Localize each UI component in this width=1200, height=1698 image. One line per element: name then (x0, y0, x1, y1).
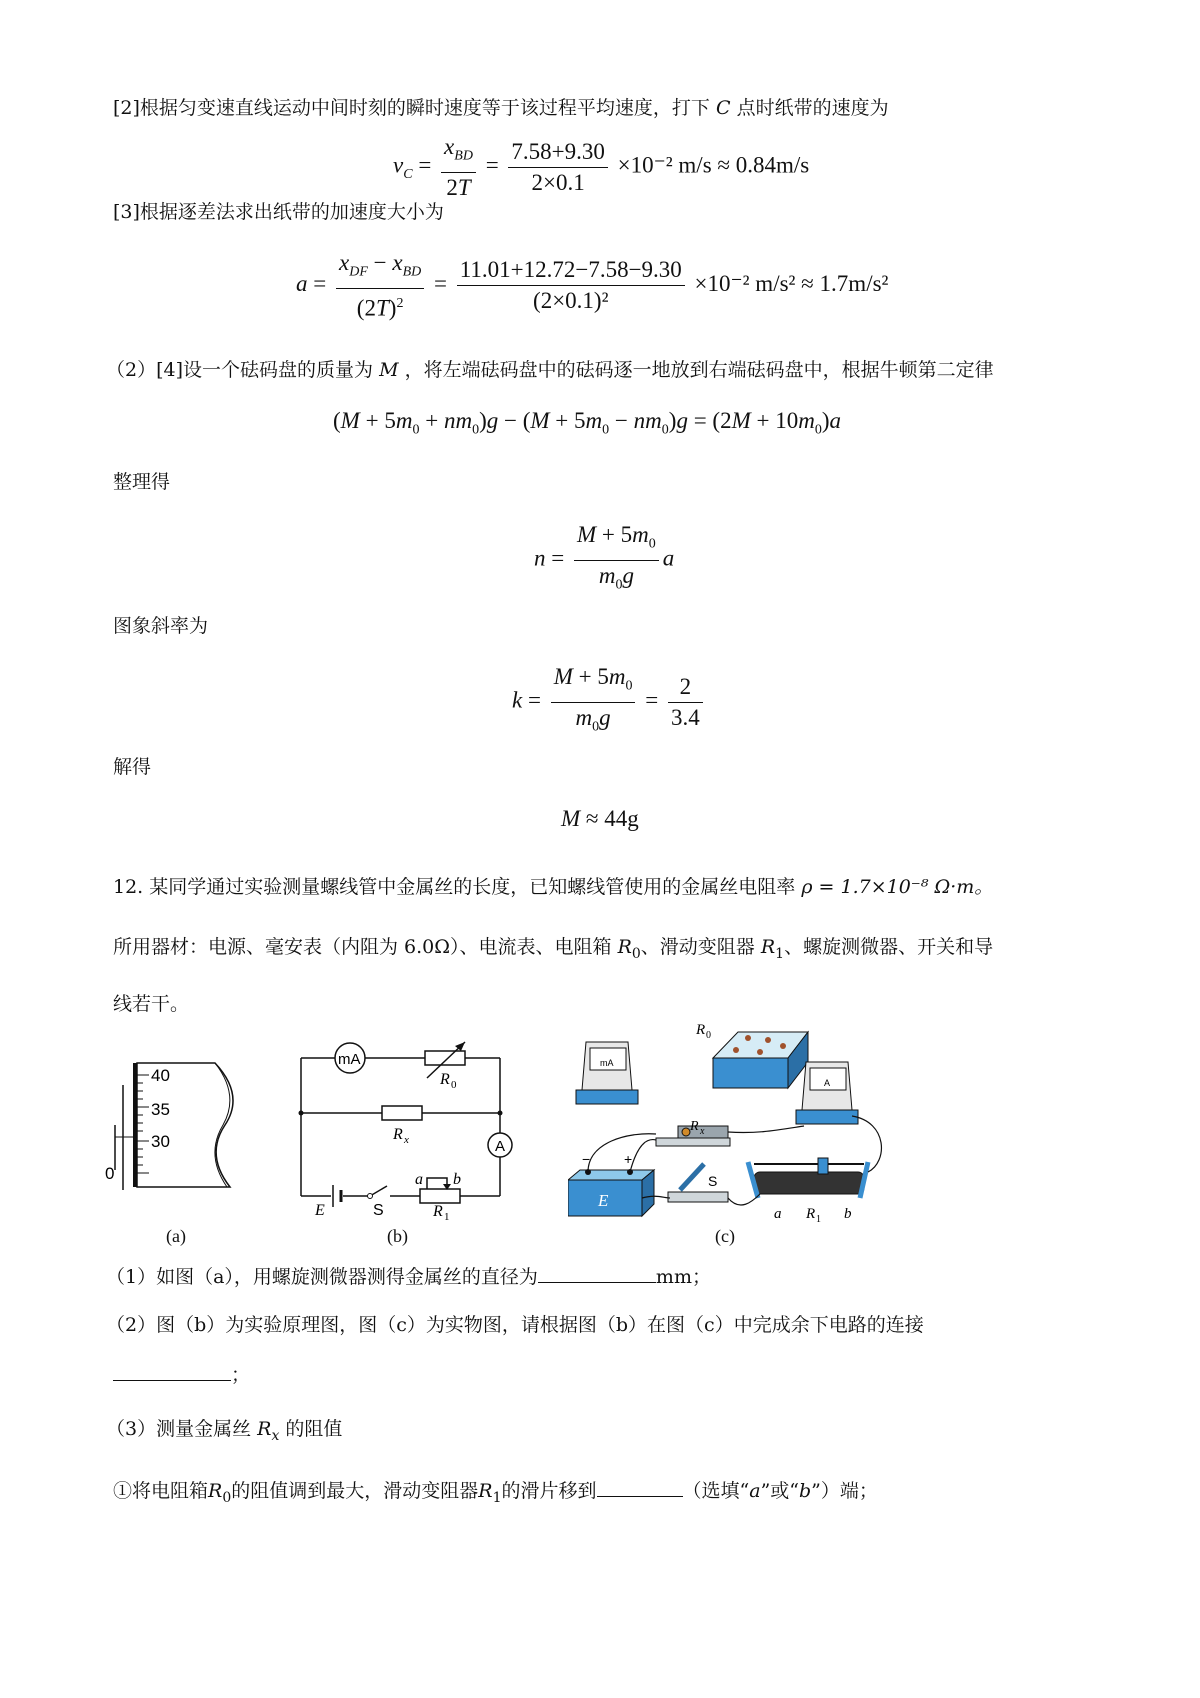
caption-a: (a) (166, 1226, 186, 1246)
figure-c-apparatus (568, 1022, 948, 1222)
tick-label-40: 40 (151, 1066, 170, 1085)
step-1: ①将电阻箱$R_0$的阻值调到最大，滑动变阻器$R_1$的滑片移到 （选填“a”或“b”）端； (113, 1476, 878, 1512)
equation-newton: $(M + 5m_0 + nm_0)g - (M + 5m_0 - nm_0)g = (2M + 10m_0)a$ (333, 408, 842, 438)
solution-step-4: （2）[4]设一个砝码盘的质量为 M ，将左端砝码盘中的砝码逐一地放到右端砝码盘中，根据牛顿第二定律 (106, 359, 994, 381)
R1-label: R (433, 1203, 443, 1220)
Rx-label: R (393, 1126, 403, 1143)
equation-vc: $v_C$ = $\frac{x_{BD}}{2T}$ = $\frac{7.58+9.30}{2\times 0.1}$ ×10⁻² m/s ≈ 0.84m/s (393, 134, 810, 200)
answer-blank-2[interactable] (113, 1360, 231, 1381)
figure-b-circuit (295, 1040, 515, 1220)
solution-step-2: [2]根据匀变速直线运动中间时刻的瞬时速度等于该过程平均速度，打下 C 点时纸带的速度为 (113, 97, 889, 119)
answer-blank-1[interactable] (538, 1262, 656, 1283)
E-label: E (315, 1202, 325, 1219)
c-E-label: E (598, 1191, 609, 1210)
A-device-label: A (824, 1078, 831, 1088)
text-zhengli: 整理得 (113, 471, 171, 493)
minus-terminal: − (582, 1151, 591, 1167)
svg-text:0: 0 (706, 1030, 711, 1041)
question-12-line1: 12. 某同学通过实验测量螺线管中金属丝的长度，已知螺线管使用的金属丝电阻率 ρ = 1.7×10⁻⁸ Ω·m。 (113, 876, 994, 898)
tick-label-30: 30 (151, 1132, 170, 1151)
rheostat (748, 1158, 868, 1222)
ammeter-label: A (495, 1138, 506, 1155)
milliammeter-label: mA (338, 1051, 361, 1068)
question-12-line2: 所用器材：电源、毫安表（内阻为 6.0Ω）、电流表、电阻箱 $R_0$、滑动变阻器 $R_1$、螺旋测微器、开关和导 (113, 936, 994, 962)
c-S-label: S (708, 1173, 718, 1189)
R0-label: R (440, 1071, 450, 1088)
resistance-box (695, 1022, 808, 1088)
terminal-a-label: a (415, 1171, 423, 1188)
figure-a-micrometer (105, 1055, 255, 1195)
c-R1-label: R (806, 1206, 816, 1222)
svg-text:x: x (404, 1134, 409, 1146)
equation-k: k = $\frac{M + 5m_0}{m_0g}$ = $\frac{2}{3.4}$ (512, 662, 707, 742)
svg-text:0: 0 (451, 1079, 457, 1091)
solution-step-3: [3]根据逐差法求出纸带的加速度大小为 (113, 201, 444, 223)
c-b-label: b (844, 1206, 852, 1222)
svg-text:1: 1 (444, 1211, 450, 1220)
svg-text:1: 1 (816, 1214, 821, 1222)
answer-blank-3[interactable] (597, 1476, 683, 1497)
ammeter-device (796, 1062, 858, 1124)
switch-label: S (373, 1202, 384, 1219)
part-1: （1）如图（a），用螺旋测微器测得金属丝的直径为 mm； (106, 1262, 711, 1291)
text-jiede: 解得 (113, 756, 152, 778)
c-R0-label: R (696, 1022, 706, 1038)
milliammeter-device (576, 1042, 638, 1104)
tick-label-35: 35 (151, 1100, 170, 1119)
question-12-line3: 线若干。 (113, 993, 190, 1015)
terminal-b-label: b (453, 1171, 461, 1188)
svg-text:x: x (700, 1126, 705, 1137)
test-wire-Rx (656, 1119, 730, 1146)
part-3: （3）测量金属丝 $R_x$ 的阻值 (106, 1418, 343, 1444)
part-2: （2）图（b）为实验原理图，图（c）为实物图，请根据图（b）在图（c）中完成余下电路的连接 (106, 1314, 924, 1336)
power-supply (568, 1151, 654, 1216)
part-2-answer: ； (113, 1360, 250, 1389)
equation-a: a = $\frac{x_{DF} - x_{BD}}{(2T)^2}$ = $\frac{11.01+12.72-7.58-9.30}{\text{(2×0.1)²}}$ ×10⁻² m/s² ≈ 1.7m/s² (296, 250, 889, 321)
mA-device-label: mA (600, 1058, 614, 1068)
knife-switch (668, 1164, 728, 1202)
equation-M: M ≈ 44g (561, 806, 639, 831)
equation-n: n = $\frac{M + 5m_0}{m_0g}$ a (534, 522, 675, 593)
c-a-label: a (774, 1206, 782, 1222)
plus-terminal: + (624, 1151, 633, 1167)
tick-label-0: 0 (105, 1164, 115, 1183)
caption-b: (b) (387, 1226, 408, 1246)
c-Rx-label: R (690, 1119, 699, 1134)
caption-c: (c) (715, 1226, 735, 1246)
text-slope: 图象斜率为 (113, 615, 209, 637)
